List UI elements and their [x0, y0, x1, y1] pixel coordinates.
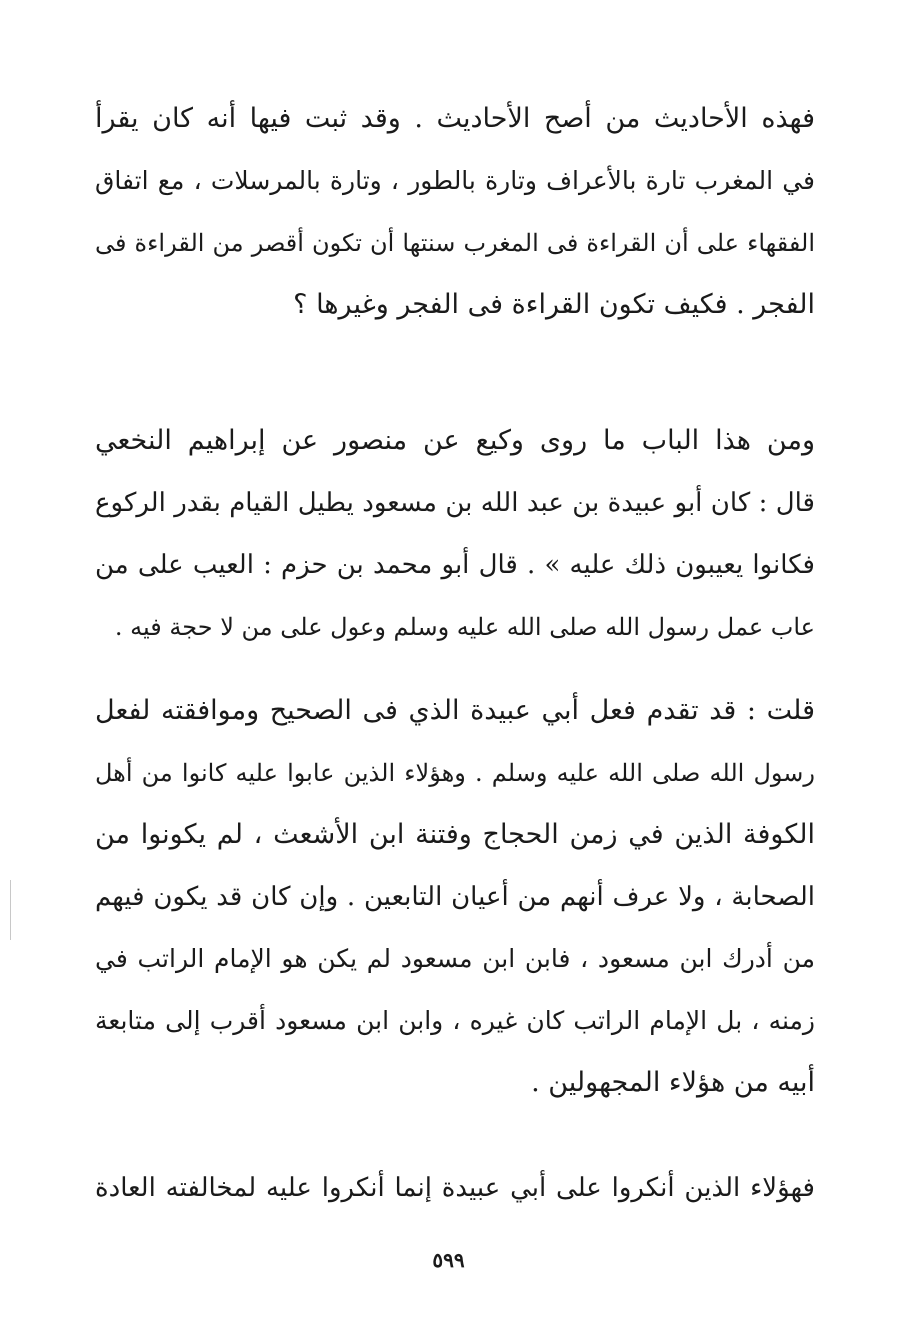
text-line: أبيه من هؤلاء المجهولين . — [531, 1067, 815, 1098]
text-line: قال : كان أبو عبيدة بن عبد الله بن مسعود يطيل القيام بقدر الركوع — [95, 488, 815, 518]
paragraph-4 — [95, 1157, 815, 1219]
text-line: قلت : قد تقدم فعل أبي عبيدة الذي فى الصحيح وموافقته لفعل — [95, 695, 815, 726]
text-line: الكوفة الذين في زمن الحجاج وفتنة ابن الأشعث ، لم يكونوا من — [95, 819, 815, 850]
text-line: رسول الله صلى الله عليه وسلم . وهؤلاء الذين عابوا عليه كانوا من أهل — [95, 759, 815, 787]
text-line: في المغرب تارة بالأعراف وتارة بالطور ، وتارة بالمرسلات ، مع اتفاق — [95, 166, 815, 195]
text-line: ومن هذا الباب ما روى وكيع عن منصور عن إبراهيم النخعي — [95, 425, 815, 456]
text-line: الفقهاء على أن القراءة فى المغرب سنتها أن تكون أقصر من القراءة فى — [95, 229, 815, 257]
text-line: من أدرك ابن مسعود ، فابن ابن مسعود لم يكن هو الإمام الراتب في — [95, 944, 815, 973]
text-line: فكانوا يعيبون ذلك عليه » . قال أبو محمد بن حزم : العيب على من — [95, 550, 815, 580]
margin-mark — [10, 880, 11, 940]
paragraph-2 — [95, 410, 815, 658]
text-line: فهؤلاء الذين أنكروا على أبي عبيدة إنما أنكروا عليه لمخالفته العادة — [95, 1173, 815, 1203]
text-line: الفجر . فكيف تكون القراءة فى الفجر وغيرها ؟ — [293, 289, 815, 320]
paragraph-3 — [95, 680, 815, 1114]
paragraph-1 — [95, 88, 815, 336]
text-line: زمنه ، بل الإمام الراتب كان غيره ، وابن ابن مسعود أقرب إلى متابعة — [95, 1006, 815, 1035]
page-number: ٥٩٩ — [432, 1248, 465, 1272]
text-line: فهذه الأحاديث من أصح الأحاديث . وقد ثبت فيها أنه كان يقرأ — [95, 103, 815, 134]
text-line: عاب عمل رسول الله صلى الله عليه وسلم وعول على من لا حجة فيه . — [114, 613, 815, 641]
text-line: الصحابة ، ولا عرف أنهم من أعيان التابعين . وإن كان قد يكون فيهم — [95, 882, 815, 912]
